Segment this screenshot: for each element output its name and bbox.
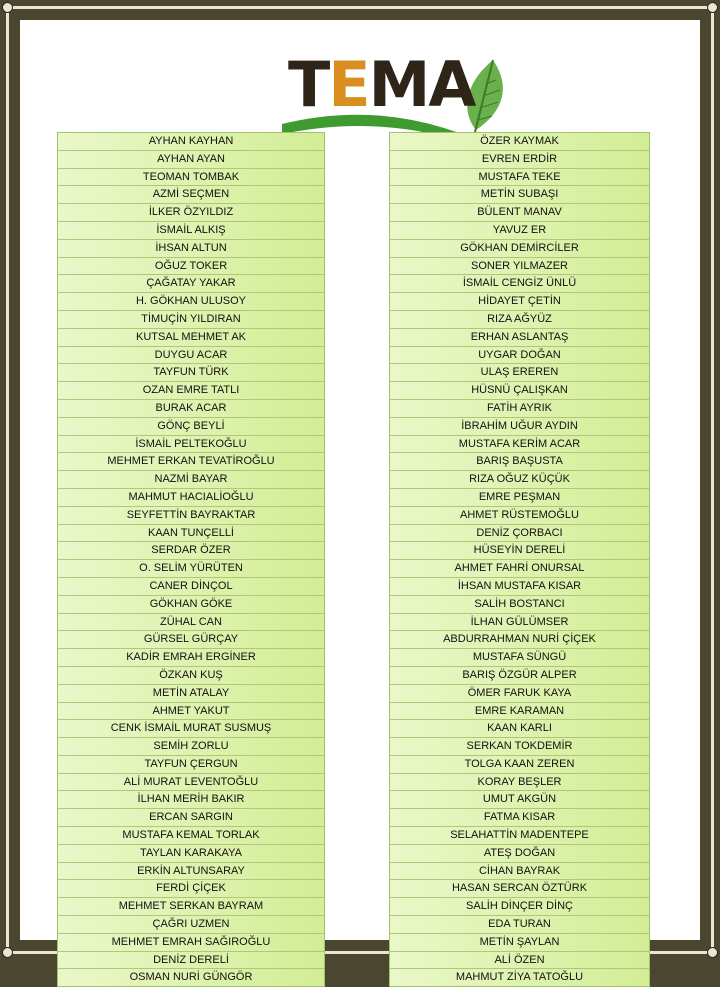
name-cell: TOLGA KAAN ZEREN	[390, 756, 649, 774]
name-cell: HÜSEYİN DERELİ	[390, 542, 649, 560]
name-cell: FERDİ ÇİÇEK	[58, 880, 324, 898]
name-cell: ABDURRAHMAN NURİ ÇİÇEK	[390, 631, 649, 649]
name-cell: OZAN EMRE TATLI	[58, 382, 324, 400]
name-cell: EMRE PEŞMAN	[390, 489, 649, 507]
name-cell: ÇAĞATAY YAKAR	[58, 275, 324, 293]
name-cell: FATMA KISAR	[390, 809, 649, 827]
name-cell: O. SELİM YÜRÜTEN	[58, 560, 324, 578]
name-cell: BÜLENT MANAV	[390, 204, 649, 222]
name-cell: ÖZER KAYMAK	[390, 133, 649, 151]
name-cell: TAYFUN ÇERGUN	[58, 756, 324, 774]
name-cell: TİMUÇİN YILDIRAN	[58, 311, 324, 329]
name-cell: MAHMUT ZİYA TATOĞLU	[390, 969, 649, 986]
name-cell: KADİR EMRAH ERGİNER	[58, 649, 324, 667]
name-cell: TAYFUN TÜRK	[58, 364, 324, 382]
name-cell: BARIŞ ÖZGÜR ALPER	[390, 667, 649, 685]
logo-letter-e: E	[328, 48, 369, 121]
name-cell: ULAŞ EREREN	[390, 364, 649, 382]
page-sheet	[20, 20, 700, 984]
name-cell: MEHMET ERKAN TEVATİROĞLU	[58, 453, 324, 471]
name-cell: AYHAN AYAN	[58, 151, 324, 169]
name-cell: İSMAİL CENGİZ ÜNLÜ	[390, 275, 649, 293]
name-cell: İLHAN MERİH BAKIR	[58, 791, 324, 809]
logo-wordmark	[288, 48, 475, 121]
name-cell: FATİH AYRIK	[390, 400, 649, 418]
name-cell: UYGAR DOĞAN	[390, 347, 649, 365]
name-cell: SERDAR ÖZER	[58, 542, 324, 560]
name-cell: NAZMİ BAYAR	[58, 471, 324, 489]
name-cell: SALİH DİNÇER DİNÇ	[390, 898, 649, 916]
name-cell: METİN ATALAY	[58, 685, 324, 703]
name-cell: MUSTAFA KEMAL TORLAK	[58, 827, 324, 845]
name-cell: MUSTAFA KERİM ACAR	[390, 436, 649, 454]
name-cell: CANER DİNÇOL	[58, 578, 324, 596]
name-cell: TEOMAN TOMBAK	[58, 169, 324, 187]
name-cell: GÖKHAN DEMİRCİLER	[390, 240, 649, 258]
name-cell: GÖKHAN GÖKE	[58, 596, 324, 614]
name-cell: ERCAN SARGIN	[58, 809, 324, 827]
name-cell: AYHAN KAYHAN	[58, 133, 324, 151]
name-cell: MUSTAFA TEKE	[390, 169, 649, 187]
name-cell: AHMET YAKUT	[58, 703, 324, 721]
name-cell: BARIŞ BAŞUSTA	[390, 453, 649, 471]
frame-corner-dot	[707, 947, 718, 958]
name-cell: ALİ ÖZEN	[390, 952, 649, 970]
name-cell: ERKİN ALTUNSARAY	[58, 863, 324, 881]
name-cell: OSMAN NURİ GÜNGÖR	[58, 969, 324, 986]
name-cell: CİHAN BAYRAK	[390, 863, 649, 881]
name-cell: MAHMUT HACIALİOĞLU	[58, 489, 324, 507]
name-cell: HASAN SERCAN ÖZTÜRK	[390, 880, 649, 898]
name-cell: İLKER ÖZYILDIZ	[58, 204, 324, 222]
name-cell: ATEŞ DOĞAN	[390, 845, 649, 863]
name-cell: SONER YILMAZER	[390, 258, 649, 276]
name-cell: AHMET FAHRİ ONURSAL	[390, 560, 649, 578]
name-cell: EMRE KARAMAN	[390, 703, 649, 721]
frame-corner-dot	[2, 2, 13, 13]
name-cell: İHSAN ALTUN	[58, 240, 324, 258]
name-cell: DENİZ DERELİ	[58, 952, 324, 970]
name-cell: MEHMET SERKAN BAYRAM	[58, 898, 324, 916]
name-cell: GÖNÇ BEYLİ	[58, 418, 324, 436]
logo-letters-ma: MA	[368, 48, 475, 121]
name-cell: MEHMET EMRAH SAĞIROĞLU	[58, 934, 324, 952]
name-cell: İBRAHİM UĞUR AYDIN	[390, 418, 649, 436]
name-cell: ERHAN ASLANTAŞ	[390, 329, 649, 347]
name-cell: KUTSAL MEHMET AK	[58, 329, 324, 347]
name-cell: OĞUZ TOKER	[58, 258, 324, 276]
name-cell: ZÜHAL CAN	[58, 614, 324, 632]
name-cell: METİN ŞAYLAN	[390, 934, 649, 952]
name-cell: TAYLAN KARAKAYA	[58, 845, 324, 863]
name-cell: ÖZKAN KUŞ	[58, 667, 324, 685]
name-cell: DUYGU ACAR	[58, 347, 324, 365]
name-cell: HÜSNÜ ÇALIŞKAN	[390, 382, 649, 400]
name-cell: KAAN TUNÇELLİ	[58, 525, 324, 543]
frame-corner-dot	[2, 947, 13, 958]
name-cell: HİDAYET ÇETİN	[390, 293, 649, 311]
name-cell: AHMET RÜSTEMOĞLU	[390, 507, 649, 525]
name-column-left	[57, 132, 325, 987]
name-column-right	[389, 132, 650, 987]
name-cell: EDA TURAN	[390, 916, 649, 934]
name-cell: RIZA OĞUZ KÜÇÜK	[390, 471, 649, 489]
name-cell: METİN SUBAŞI	[390, 186, 649, 204]
name-cell: YAVUZ ER	[390, 222, 649, 240]
name-cell: İSMAİL ALKIŞ	[58, 222, 324, 240]
name-cell: UMUT AKGÜN	[390, 791, 649, 809]
name-cell: H. GÖKHAN ULUSOY	[58, 293, 324, 311]
name-cell: ALİ MURAT LEVENTOĞLU	[58, 774, 324, 792]
name-cell: SELAHATTİN MADENTEPE	[390, 827, 649, 845]
logo-letter-t: T	[288, 48, 329, 121]
name-cell: ÇAĞRI UZMEN	[58, 916, 324, 934]
name-cell: KAAN KARLI	[390, 720, 649, 738]
name-cell: SEMİH ZORLU	[58, 738, 324, 756]
name-cell: SEYFETTİN BAYRAKTAR	[58, 507, 324, 525]
name-cell: BURAK ACAR	[58, 400, 324, 418]
name-cell: CENK İSMAİL MURAT SUSMUŞ	[58, 720, 324, 738]
name-cell: GÜRSEL GÜRÇAY	[58, 631, 324, 649]
name-cell: SERKAN TOKDEMİR	[390, 738, 649, 756]
name-cell: İHSAN MUSTAFA KISAR	[390, 578, 649, 596]
name-cell: MUSTAFA SÜNGÜ	[390, 649, 649, 667]
name-cell: SALİH BOSTANCI	[390, 596, 649, 614]
name-cell: EVREN ERDİR	[390, 151, 649, 169]
name-cell: ÖMER FARUK KAYA	[390, 685, 649, 703]
name-cell: DENİZ ÇORBACI	[390, 525, 649, 543]
name-cell: İLHAN GÜLÜMSER	[390, 614, 649, 632]
name-cell: AZMİ SEÇMEN	[58, 186, 324, 204]
name-cell: RIZA AĞYÜZ	[390, 311, 649, 329]
name-cell: KORAY BEŞLER	[390, 774, 649, 792]
frame-corner-dot	[707, 2, 718, 13]
name-cell: İSMAİL PELTEKOĞLU	[58, 436, 324, 454]
